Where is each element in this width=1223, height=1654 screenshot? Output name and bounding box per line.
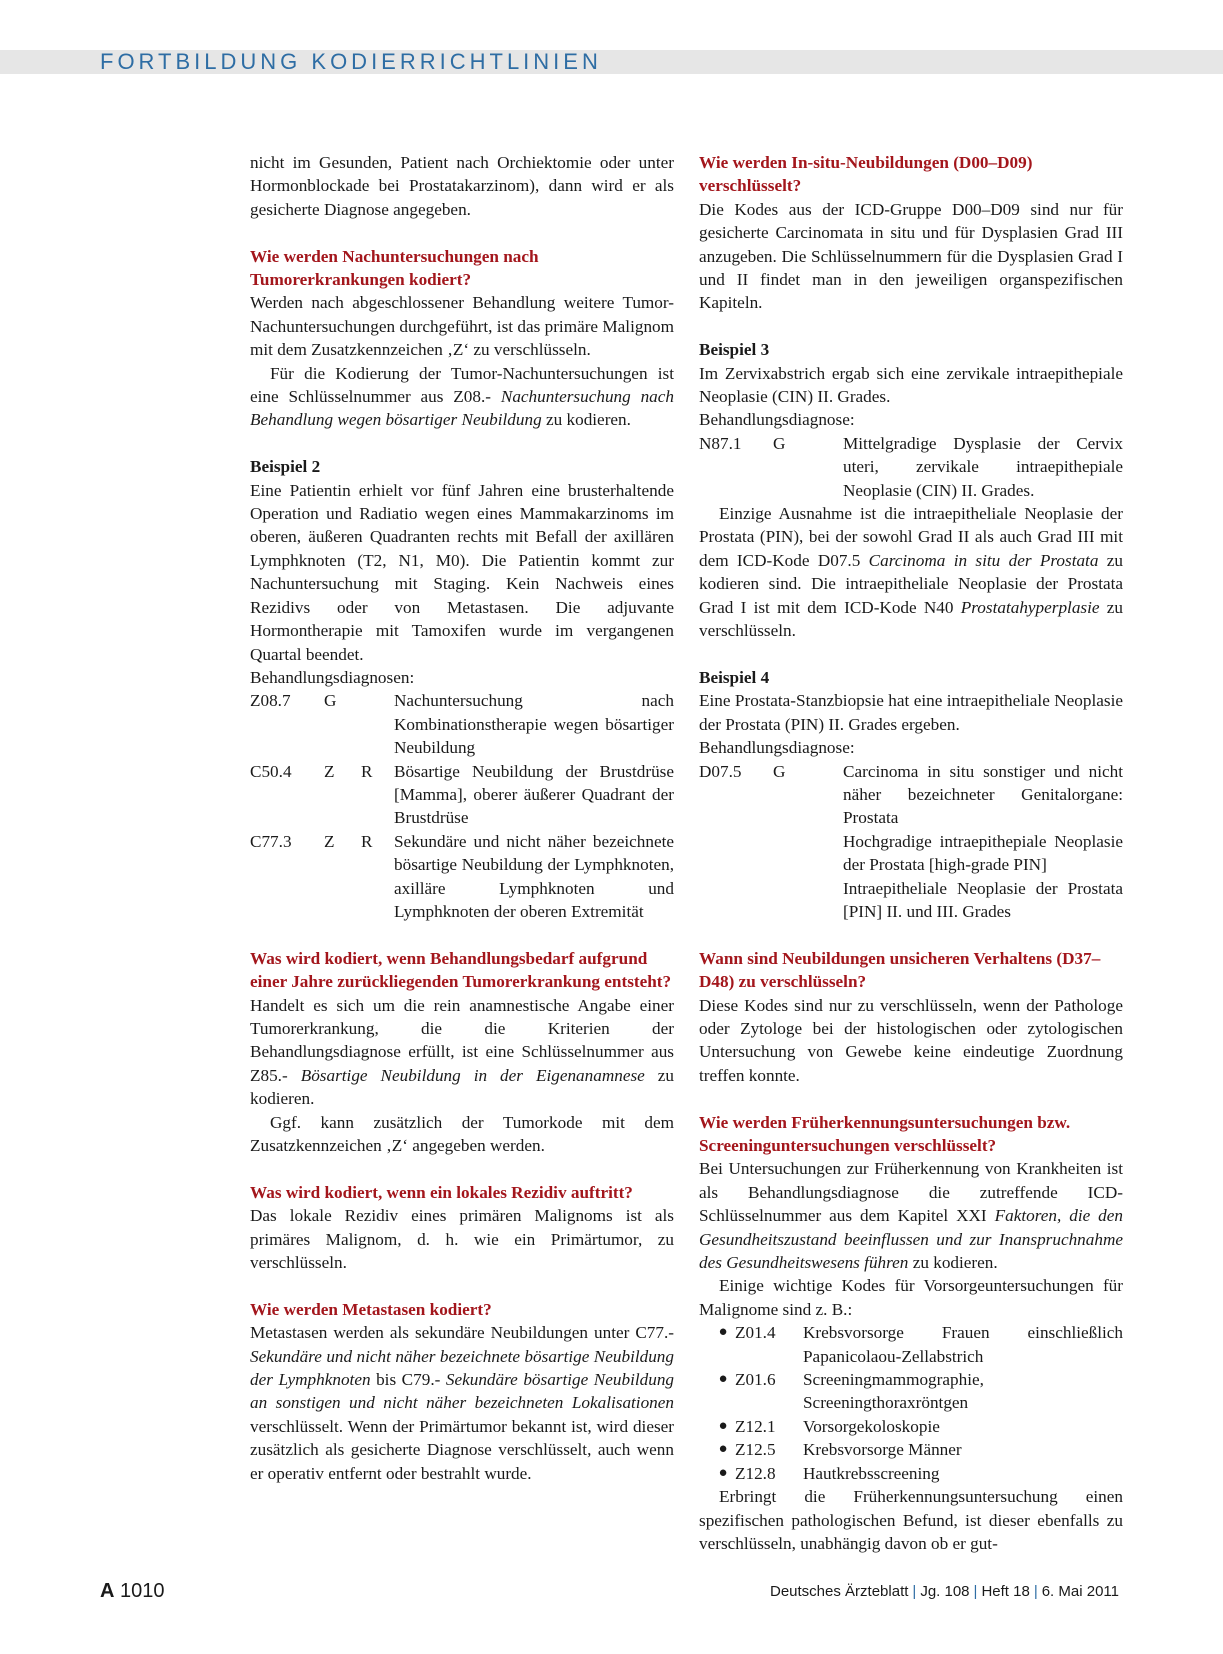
code-description: Krebsvorsorge Männer	[803, 1440, 962, 1460]
journal-date: 6. Mai 2011	[1041, 1583, 1119, 1600]
code-flag: R	[361, 831, 373, 851]
journal-name: Deutsches Ärzteblatt	[770, 1583, 909, 1600]
example-title: Beispiel 4	[699, 667, 770, 687]
icd-code: Z12.5	[735, 1440, 776, 1460]
code-flag	[810, 760, 843, 924]
icd-code: Z01.4	[735, 1323, 776, 1343]
paragraph: Einige wichtige Kodes für Vorsorgeuntersuchungen für Malignome sind z. B.:	[699, 1276, 1123, 1319]
paragraph: Das lokale Rezidiv eines primären Malignoms ist als primäres Malignom, d. h. wie ein Primärtumor, zu verschlüsseln.	[250, 1206, 674, 1273]
code-description: Nachuntersuchung nach Kombinationstherapie wegen bösartiger Neubildung	[394, 691, 674, 758]
left-column	[250, 151, 674, 1485]
right-column	[699, 151, 1123, 1555]
icd-code: C77.3	[250, 831, 292, 851]
code-flag: G	[773, 761, 786, 781]
journal-citation: Deutsches Ärzteblatt | Jg. 108 | Heft 18 | 6. Mai 2011	[770, 1583, 1119, 1600]
journal-issue: Heft 18	[981, 1583, 1030, 1600]
code-flag	[361, 689, 394, 759]
icd-code: Z12.1	[735, 1416, 776, 1436]
paragraph: Handelt es sich um die rein anamnestische Angabe einer Tumorerkrankung, die die Kriterien der Behandlungsdiagnose erfüllt, ist eine Schlüsselnummer aus Z85.- Bösartige Neubildung in der Eigenanamnese zu kodieren.	[250, 995, 674, 1109]
paragraph: nicht im Gesunden, Patient nach Orchiektomie oder unter Hormonblockade bei Prostatakarzinom), dann wird er als gesicherte Diagnose angegeben.	[250, 153, 674, 219]
icd-code: Z12.8	[735, 1463, 776, 1483]
bullet-icon: ●	[718, 1324, 728, 1341]
code-flag: R	[361, 761, 373, 781]
bullet-icon: ●	[718, 1417, 728, 1434]
code-row	[699, 432, 1123, 502]
bullet-icon: ●	[718, 1464, 728, 1481]
code-description: Vorsorgekoloskopie	[803, 1416, 940, 1436]
diagnosis-label: Behandlungsdiagnose:	[699, 738, 855, 758]
example-title: Beispiel 3	[699, 340, 770, 360]
example-text: Eine Prostata-Stanzbiopsie hat eine intraepitheliale Neoplasie der Prostata (PIN) II. Grades ergeben.	[699, 691, 1123, 734]
code-description: Carcinoma in situ sonstiger und nicht näher bezeichneter Genitalorgane: Prostata Hochgradige intraepithepiale Neoplasie der Prostata [high-grade PIN] Intraepitheliale Neoplasie der Prostata [PIN] II. und III. Grades	[843, 761, 1123, 921]
question-heading: Wie werden Metastasen kodiert?	[250, 1299, 492, 1319]
bullet-icon: ●	[718, 1441, 728, 1458]
paragraph: Metastasen werden als sekundäre Neubildungen unter C77.- Sekundäre und nicht näher bezeichnete bösartige Neubildung der Lymphknoten bis C79.- Sekundäre bösartige Neubildung an sonstigen und nicht näher bezeichneten Lokalisationen verschlüsselt. Wenn der Primärtumor bekannt ist, wird dieser zusätzlich als gesicherte Diagnose verschlüsselt, auch wenn er operativ entfernt oder bestrahlt wurde.	[250, 1323, 675, 1483]
diagnosis-label: Behandlungsdiagnose:	[699, 410, 855, 430]
question-heading: Wie werden Nachuntersuchungen nach Tumorerkrankungen kodiert?	[250, 246, 539, 290]
code-row	[250, 830, 674, 924]
code-flag	[810, 432, 843, 502]
paragraph: Ggf. kann zusätzlich der Tumorkode mit dem Zusatzkennzeichen ‚Z‘ angegeben werden.	[250, 1112, 674, 1156]
example-text: Eine Patientin erhielt vor fünf Jahren eine brusterhaltende Operation und Radiatio wegen eines Mammakarzinoms im oberen, äußeren Quadranten rechts mit Befall der axillären Lymphknoten (T2, N1, M0). Die Patientin kommt zur Nachuntersuchung mit Staging. Kein Nachweis eines Rezidivs oder von Metastasen. Die adjuvante Hormontherapie mit Tamoxifen wurde im vergangenen Quartal beendet.	[250, 480, 674, 664]
icd-code: N87.1	[699, 433, 742, 453]
list-item	[699, 1462, 1123, 1485]
question-heading: Wie werden Früherkennungsuntersuchungen bzw. Screeninguntersuchungen verschlüsselt?	[699, 1112, 1071, 1155]
question-heading: Wann sind Neubildungen unsicheren Verhaltens (D37–D48) zu verschlüsseln?	[699, 948, 1101, 992]
paragraph: Einzige Ausnahme ist die intraepitheliale Neoplasie der Prostata (PIN), bei der sowohl Grad II als auch Grad III mit dem ICD-Kode D07.5 Carcinoma in situ der Prostata zu kodieren sind. Die intraepitheliale Neoplasie der Prostata Grad I ist mit dem ICD-Kode N40 Prostatahyperplasie zu verschlüsseln.	[699, 504, 1124, 641]
code-list	[250, 689, 674, 923]
bullet-list	[699, 1321, 1123, 1485]
icd-code: C50.4	[250, 761, 292, 781]
code-flag: Z	[324, 761, 335, 781]
code-row	[250, 689, 674, 759]
icd-code: D07.5	[699, 761, 742, 781]
code-row	[250, 760, 674, 830]
example-text: Im Zervixabstrich ergab sich eine zervikale intraepithepiale Neoplasie (CIN) II. Grades.	[699, 363, 1123, 407]
list-item	[699, 1368, 1123, 1415]
bullet-icon: ●	[718, 1371, 728, 1388]
paragraph: Bei Untersuchungen zur Früherkennung von Krankheiten ist als Behandlungsdiagnose die zutreffende ICD-Schlüsselnummer aus dem Kapitel XXI Faktoren, die den Gesundheitszustand beeinflussen und zur Inanspruchnahme des Gesundheitswesens führen zu kodieren.	[699, 1159, 1123, 1273]
code-flag: Z	[324, 831, 335, 851]
journal-volume: Jg. 108	[920, 1583, 970, 1600]
code-description: Mittelgradige Dysplasie der Cervix uteri, zervikale intraepithepiale Neoplasie (CIN) II. Grades.	[843, 433, 1123, 500]
page-number: A 1010	[100, 1580, 165, 1602]
icd-code: Z01.6	[735, 1370, 776, 1390]
paragraph: Die Kodes aus der ICD-Gruppe D00–D09 sind nur für gesicherte Carcinomata in situ und für Dysplasien Grad III anzugeben. Die Schlüsselnummern für die Dysplasien Grad I und II findet man in den jeweiligen organspezifischen Kapiteln.	[699, 199, 1123, 313]
code-description: Sekundäre und nicht näher bezeichnete bösartige Neubildung der Lymphknoten, axilläre Lymphknoten und Lymphknoten der oberen Extremität	[394, 831, 674, 921]
question-heading: Was wird kodiert, wenn Behandlungsbedarf aufgrund einer Jahre zurückliegenden Tumorerkrankung entsteht?	[250, 948, 672, 992]
paragraph: Diese Kodes sind nur zu verschlüsseln, wenn der Pathologe oder Zytologe bei der histologischen oder zytologischen Untersuchung von Gewebe keine eindeutige Zuordnung treffen konnte.	[699, 995, 1123, 1085]
list-item	[699, 1321, 1123, 1368]
paragraph: Für die Kodierung der Tumor-Nachuntersuchungen ist eine Schlüsselnummer aus Z08.- Nachuntersuchung nach Behandlung wegen bösartiger Neubildung zu kodieren.	[250, 363, 674, 430]
list-item	[699, 1415, 1123, 1438]
list-item	[699, 1438, 1123, 1461]
section-header-title: FORTBILDUNG KODIERRICHTLINIEN	[100, 49, 602, 74]
code-description: Hautkrebsscreening	[803, 1463, 940, 1483]
question-heading: Was wird kodiert, wenn ein lokales Rezidiv auftritt?	[250, 1182, 633, 1202]
example-title: Beispiel 2	[250, 457, 321, 477]
code-description: Krebsvorsorge Frauen einschließlich Papanicolaou-Zellabstrich	[803, 1323, 1123, 1366]
diagnosis-label: Behandlungsdiagnosen:	[250, 667, 415, 687]
code-flag: G	[324, 691, 337, 711]
paragraph: Erbringt die Früherkennungsuntersuchung einen spezifischen pathologischen Befund, ist dieser ebenfalls zu verschlüsseln, unabhängig davon ob er gut-	[699, 1487, 1123, 1553]
icd-code: Z08.7	[250, 691, 291, 711]
code-flag: G	[773, 433, 786, 453]
code-description: Bösartige Neubildung der Brustdrüse [Mamma], oberer äußerer Quadrant der Brustdrüse	[394, 761, 674, 828]
question-heading: Wie werden In-situ-Neubildungen (D00–D09) verschlüsselt?	[699, 153, 1033, 196]
code-description: Screeningmammographie, Screeningthoraxröntgen	[803, 1370, 984, 1413]
paragraph: Werden nach abgeschlossener Behandlung weitere Tumor-Nachuntersuchungen durchgeführt, ist das primäre Malignom mit dem Zusatzkennzeichen ‚Z‘ zu verschlüsseln.	[250, 293, 674, 360]
code-row	[699, 760, 1123, 924]
